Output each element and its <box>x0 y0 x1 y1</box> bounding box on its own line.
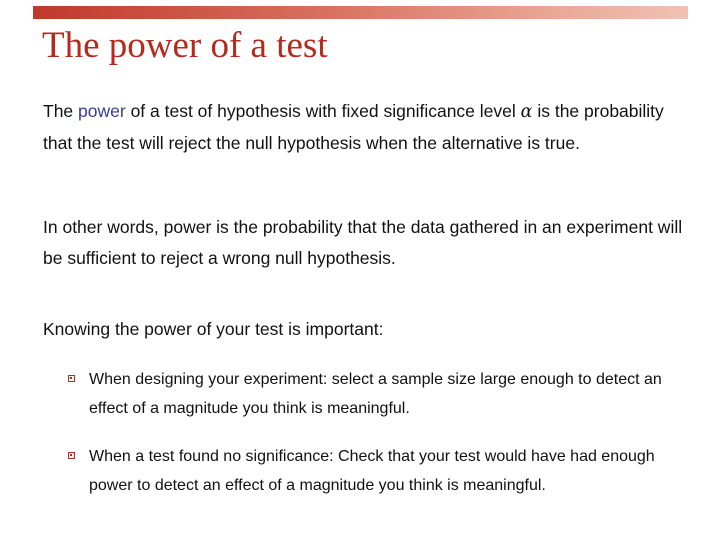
hollow-square-bullet-icon <box>68 452 75 459</box>
header-accent-bar <box>33 6 688 19</box>
definition-mid: of a test of hypothesis with fixed significance level <box>125 101 521 121</box>
power-keyword: power <box>78 101 126 121</box>
restatement-paragraph: In other words, power is the probability that the data gathered in an experiment will be sufficient to reject a wrong null hypothesis. <box>43 217 683 268</box>
bullet-text: When a test found no significance: Check that your test would have had enough power to detect an effect of a magnitude you think is meaningful. <box>89 448 655 494</box>
importance-intro: Knowing the power of your test is important: <box>43 319 384 339</box>
slide-title: The power of a test <box>42 25 328 66</box>
definition-post: is the probability that the test will reject the null hypothesis when the alternative is true. <box>43 101 664 153</box>
definition-pre: The <box>43 101 79 121</box>
bullet-text: When designing your experiment: select a sample size large enough to detect an effect of a magnitude you think is meaningful. <box>89 371 662 417</box>
hollow-square-bullet-icon <box>68 375 75 382</box>
alpha-symbol: α <box>520 102 533 122</box>
definition-paragraph <box>43 96 683 159</box>
